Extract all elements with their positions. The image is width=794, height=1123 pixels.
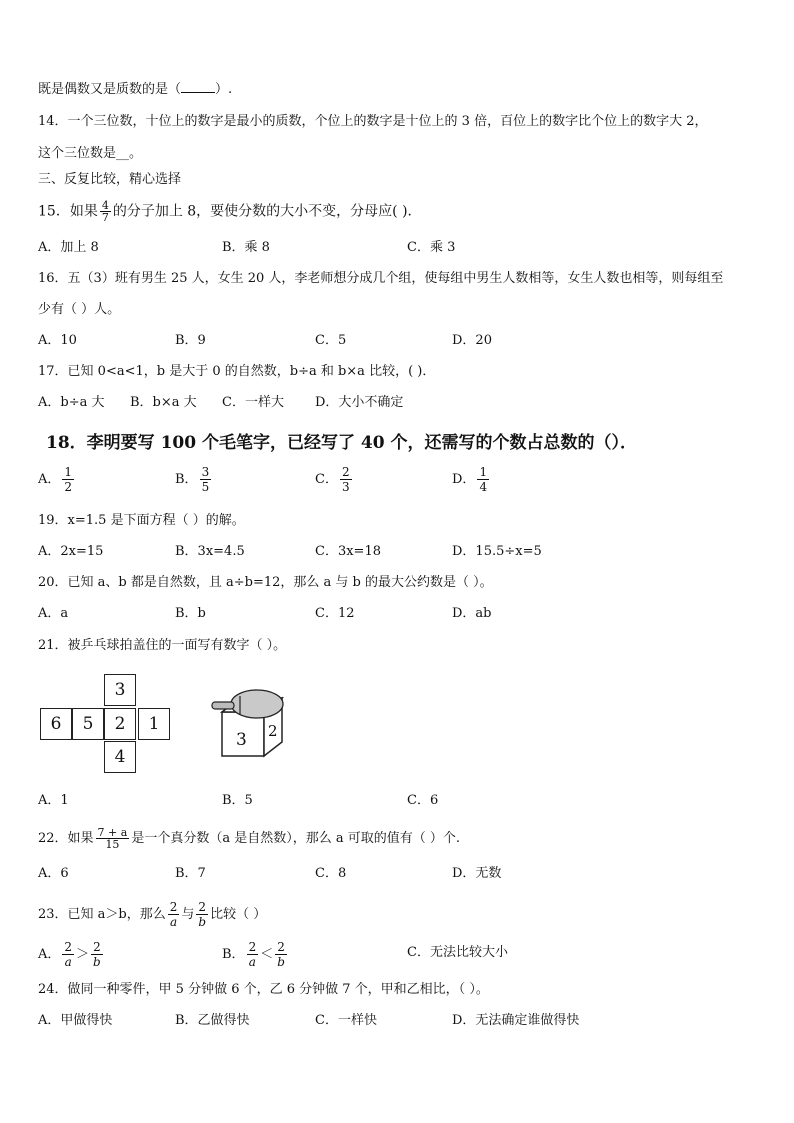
q21-option-c[interactable]: C．6 [407,793,439,808]
option-fraction-1 [62,940,74,969]
q20-stem: 20．已知 a、b 都是自然数，且 a÷b=12，那么 a 与 b 的最大公约数是（ ）。 [38,575,493,590]
q15-option-a[interactable]: A．加上 8 [38,240,99,255]
q24-option-b[interactable]: B．乙做得快 [175,1013,250,1028]
q18-option-c[interactable] [315,465,354,494]
fraction-numerator: 2 [64,940,73,954]
q16-option-c[interactable]: C．5 [315,333,347,348]
relation-symbol: ＞ [76,947,90,962]
q22-option-a[interactable]: A．6 [38,866,69,881]
q24-stem: 24．做同一种零件，甲 5 分钟做 6 个，乙 6 分钟做 7 个，甲和乙相比，（ ）。 [38,982,489,997]
q22-fraction [96,827,130,850]
fraction-denominator: 2 [64,480,73,494]
net-face-left: 6 [40,708,72,740]
option-label: B． [222,947,245,962]
option-label: D． [452,472,476,487]
q23-option-a[interactable] [38,940,105,969]
fraction-denominator: 4 [479,480,488,494]
q18-option-a[interactable] [38,465,76,494]
q20-option-d[interactable]: D．ab [452,606,492,621]
relation-symbol: ＜ [260,947,274,962]
net-face-bottom: 4 [104,741,136,773]
q20-option-a[interactable]: A．a [38,606,69,621]
fraction-denominator: b [277,955,285,969]
q16-option-b[interactable]: B．9 [175,333,206,348]
fraction-denominator: a [64,955,72,969]
q21-option-a[interactable]: A．1 [38,793,69,808]
fraction-numerator: 1 [479,465,488,479]
q17-stem: 17．已知 0<a<1，b 是大于 0 的自然数，b÷a 和 b×a 比较，( )． [38,364,436,379]
q17-option-c[interactable]: C．一样大 [222,395,284,410]
q23-suffix: 比较（ ） [210,907,267,922]
q14-line1: 14．一个三位数，十位上的数字是最小的质数，个位上的数字是十位上的 3 倍，百位上的数字比个位上的数字大 2， [38,114,708,129]
q23-option-c[interactable]: C．无法比较大小 [407,945,508,960]
fraction-denominator: 7 [101,211,109,224]
q20-option-c[interactable]: C．12 [315,606,355,621]
fraction-numerator: 2 [169,900,178,914]
q22-suffix: 是一个真分数（a 是自然数），那么 a 可取的值有（ ）个. [131,831,460,846]
fraction-numerator: 7 + a [97,826,128,839]
option-fraction-2 [275,940,287,969]
option-label: A． [38,947,61,962]
q19-stem: 19．x=1.5 是下面方程（ ）的解。 [38,513,245,528]
answer-blank [181,80,215,93]
option-fraction [62,465,74,494]
q13-tail [38,80,232,99]
option-label: C． [315,472,338,487]
q15-option-c[interactable]: C．乘 3 [407,240,456,255]
q15-suffix: 的分子加上 8，要使分数的大小不变，分母应( )． [112,203,422,220]
fraction-denominator: 3 [341,480,350,494]
q22-option-d[interactable]: D．无数 [452,866,502,881]
option-fraction [200,465,212,494]
q22-option-c[interactable]: C．8 [315,866,347,881]
q23-stem [38,900,266,929]
q22-option-b[interactable]: B．7 [175,866,206,881]
q17-option-d[interactable]: D．大小不确定 [315,395,404,410]
fraction-denominator: b [93,955,101,969]
q23-option-b[interactable] [222,940,289,969]
fraction-numerator: 4 [101,199,109,212]
q22-stem [38,827,460,850]
fraction-denominator: a [169,915,178,929]
q16-line2: 少有（ ）人。 [38,302,121,317]
section-heading: 三、反复比较，精心选择 [38,172,182,187]
option-fraction [477,465,489,494]
q19-option-d[interactable]: D．15.5÷x=5 [452,544,542,559]
q21-stem: 21．被乒乓球拍盖住的一面写有数字（ ）。 [38,638,287,653]
net-face-center: 2 [104,708,136,740]
option-fraction-1 [247,940,259,969]
q16-line1: 16．五（3）班有男生 25 人，女生 20 人，李老师想分成几个组，使每组中男生人数相等，女生人数也相等，则每组至 [38,271,724,286]
q13-text: 既是偶数又是质数的是（ [38,82,182,97]
fraction-denominator: 5 [201,480,210,494]
q23-fraction-1 [168,900,180,929]
q15-fraction [100,200,111,223]
q19-option-b[interactable]: B．3x=4.5 [175,544,245,559]
q20-option-b[interactable]: B．b [175,606,206,621]
q15-option-b[interactable]: B．乘 8 [222,240,270,255]
option-fraction [340,465,352,494]
q21-option-b[interactable]: B．5 [222,793,253,808]
fraction-numerator: 2 [341,465,350,479]
fraction-numerator: 2 [248,940,257,954]
q23-mid: 与 [181,907,195,922]
net-face-top: 3 [104,674,136,706]
q15-prefix: 15．如果 [38,203,98,220]
q18-stem: 18．李明要写 100 个毛笔字，已经写了 40 个，还需写的个数占总数的（）． [46,433,637,453]
fraction-denominator: b [198,915,207,929]
cube-drawing [210,670,290,760]
cube-front-face: 3 [236,730,247,750]
q18-option-b[interactable] [175,465,213,494]
q17-option-b[interactable]: B．b×a 大 [130,395,197,410]
q13-text-end: ）. [215,82,233,97]
option-label: B． [175,472,198,487]
q16-option-d[interactable]: D．20 [452,333,492,348]
fraction-denominator: a [248,955,256,969]
q16-option-a[interactable]: A．10 [38,333,77,348]
fraction-denominator: 15 [105,838,120,851]
fraction-numerator: 2 [275,940,287,955]
option-label: A． [38,472,61,487]
q24-option-d[interactable]: D．无法确定谁做得快 [452,1013,580,1028]
fraction-numerator: 2 [196,900,208,915]
q23-prefix: 23．已知 a＞b，那么 [38,907,166,922]
q24-option-a[interactable]: A．甲做得快 [38,1013,113,1028]
q19-option-a[interactable]: A．2x=15 [38,544,104,559]
cube-paddle-figure [210,670,290,760]
q18-option-d[interactable] [452,465,491,494]
fraction-numerator: 3 [201,465,210,479]
fraction-numerator: 1 [64,465,73,479]
fraction-numerator: 2 [91,940,103,955]
q24-option-c[interactable]: C．一样快 [315,1013,377,1028]
q22-prefix: 22．如果 [38,831,94,846]
q17-option-a[interactable]: A．b÷a 大 [38,395,105,410]
cube-side-face: 2 [268,722,278,740]
q15-stem [38,200,422,223]
option-fraction-2 [91,940,103,969]
q23-fraction-2 [196,900,208,929]
net-face-right: 1 [138,708,170,740]
net-face-middle-left: 5 [72,708,104,740]
q19-option-c[interactable]: C．3x=18 [315,544,381,559]
q14-line2: 这个三位数是__。 [38,146,143,161]
